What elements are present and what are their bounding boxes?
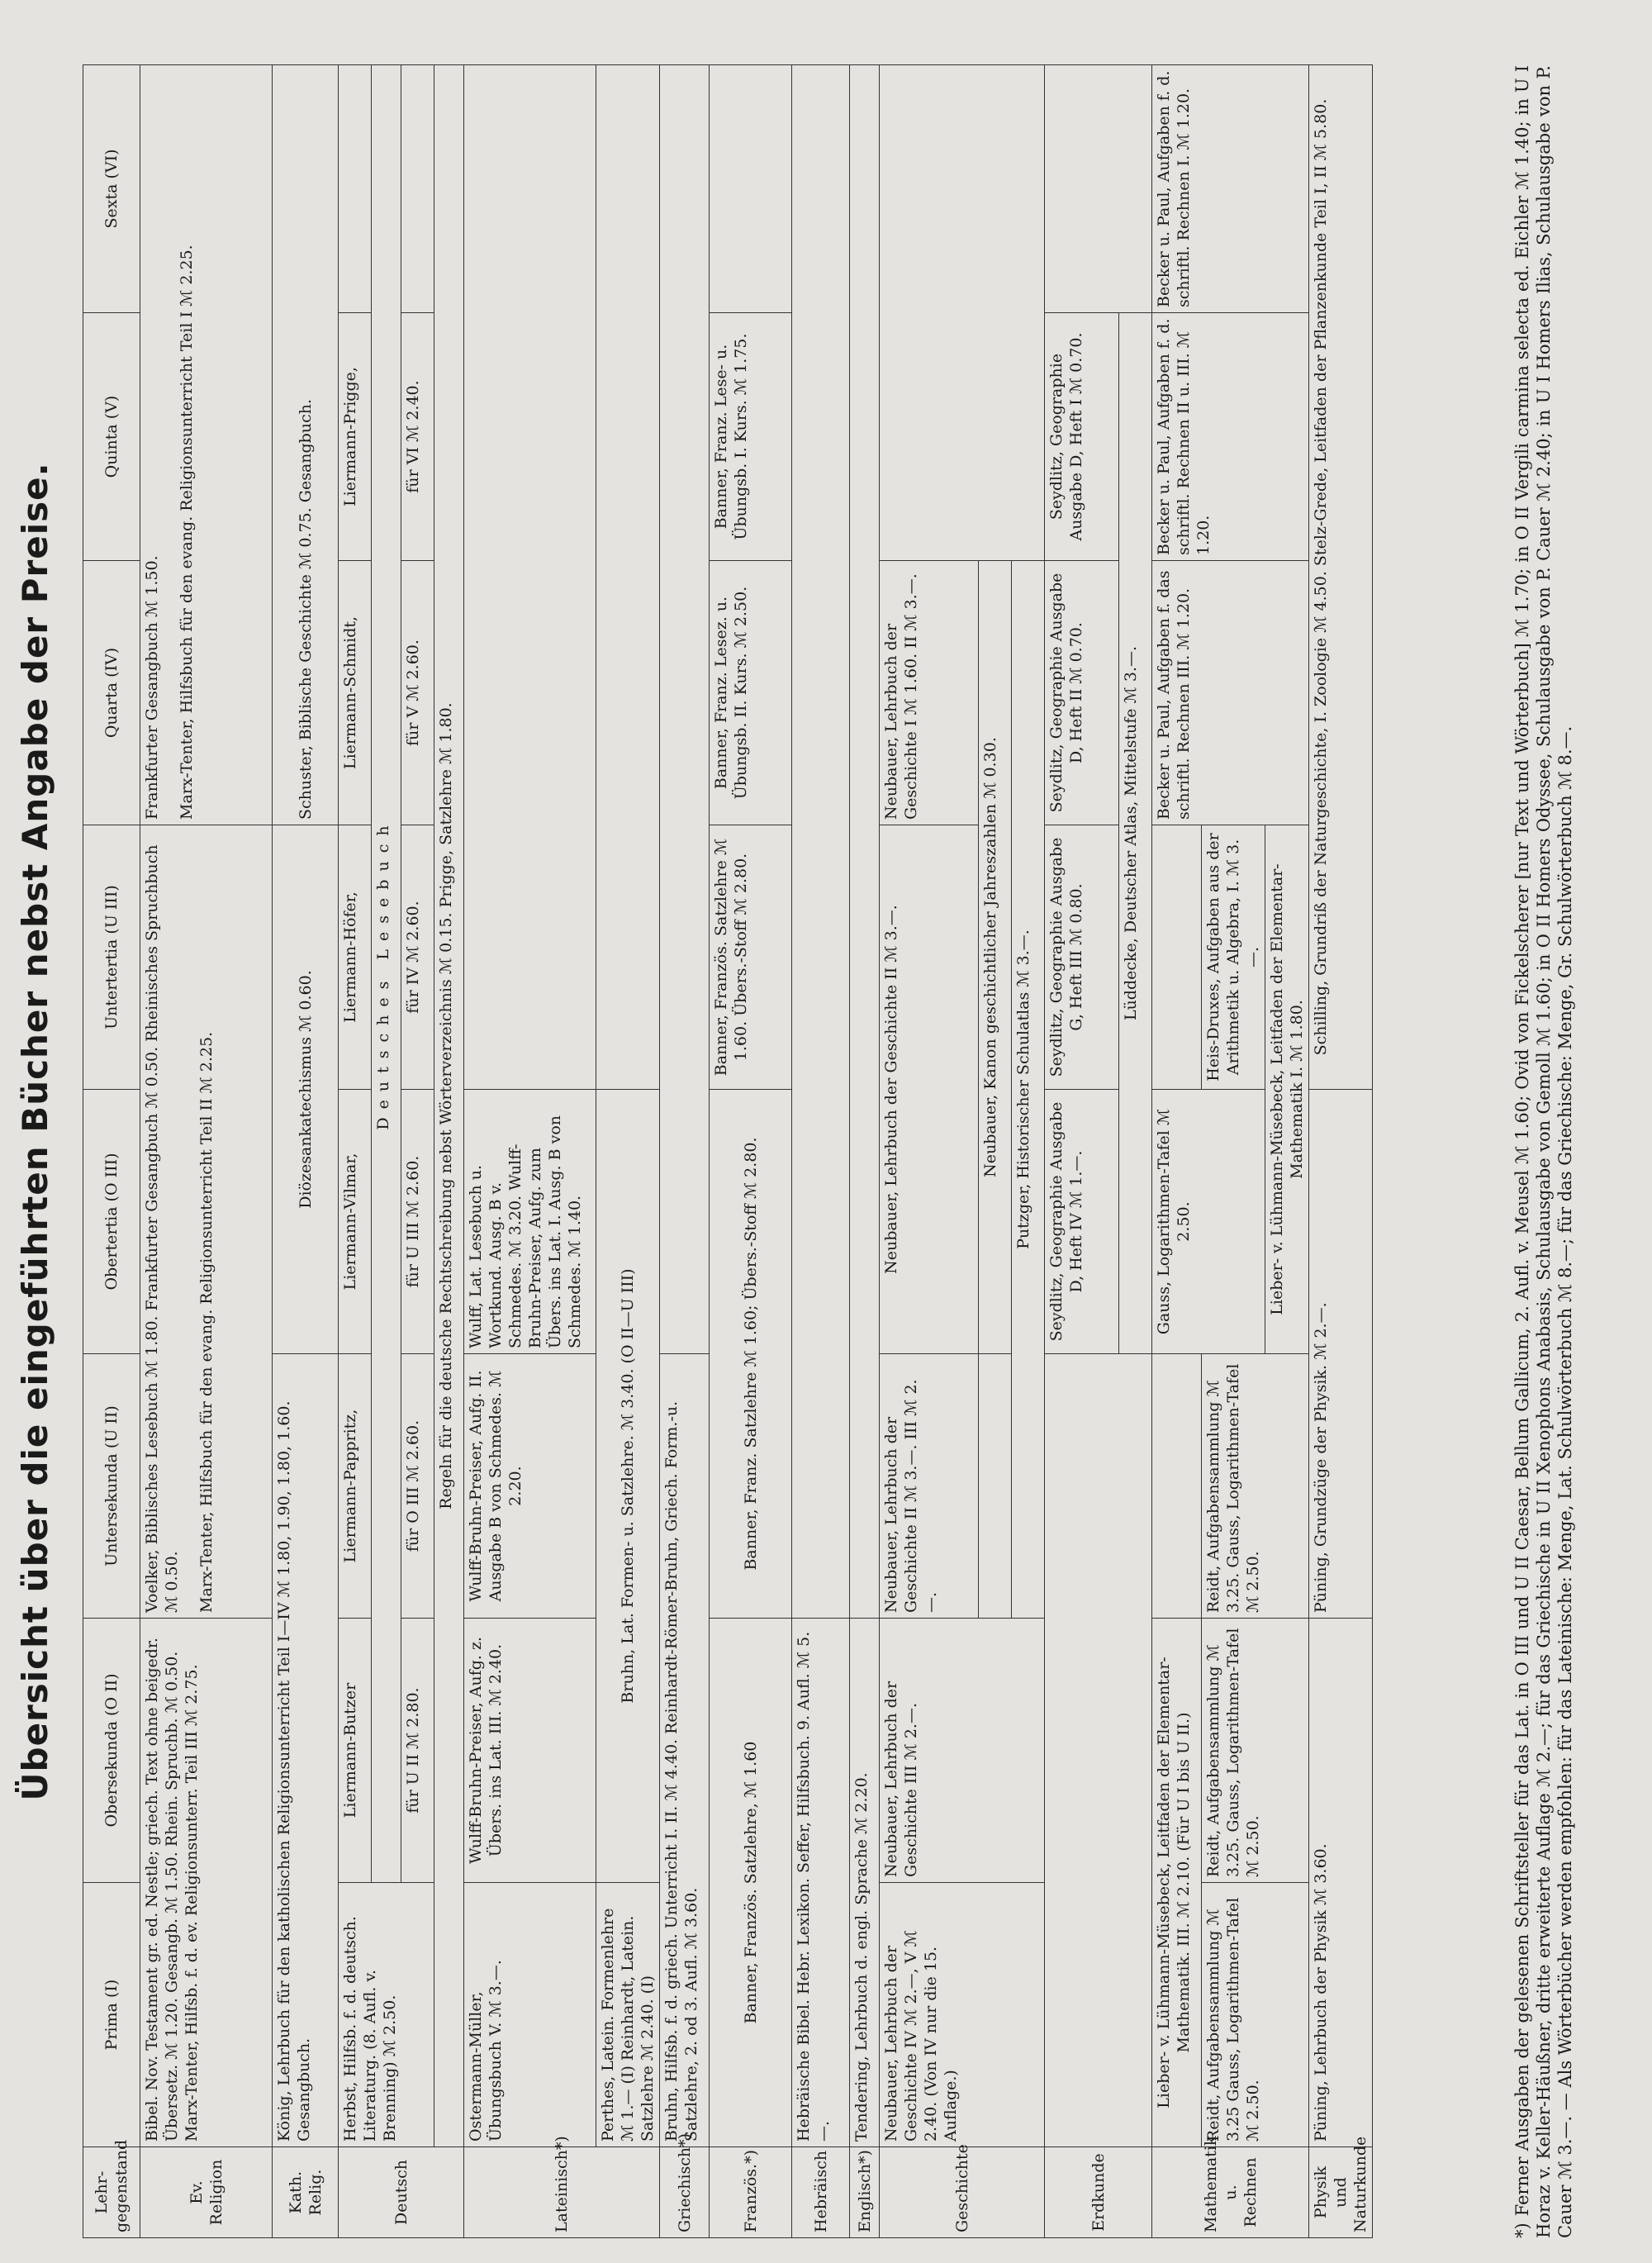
cell-geschichte-tertia: Neubauer, Lehrbuch der Geschichte II ℳ 3.—. — [880, 825, 979, 1354]
cell-math-heis: Heis-Druxes, Aufgaben aus der Arithmetik u. Algebra, I. ℳ 3.—. — [1202, 825, 1265, 1090]
subject-physik: Physik und Naturkunde — [1309, 2147, 1373, 2238]
cell-math-becker-vi: Becker u. Paul, Aufgaben f. d. schriftl. Rechnen I. ℳ 1.20. — [1152, 65, 1309, 313]
row-erdkunde-books — [1045, 65, 1119, 2238]
cell-math-reidt-prima: Reidt, Aufgabensammlung ℳ 3.25 Gauss, Logarithmen-Tafel ℳ 2.50. — [1202, 1883, 1309, 2147]
header-untertertia: Untertertia (U III) — [83, 825, 140, 1090]
cell-erdkunde-obertertia: Seydlitz, Geographie Ausgabe D, Heft IV ℳ 1.—. — [1045, 1090, 1119, 1354]
cell-geschichte-kanon: Neubauer, Kanon geschichtlicher Jahreszahlen ℳ 0.30. — [979, 561, 1012, 1354]
cell-erdkunde-atlas: Lüddecke, Deutscher Atlas, Mittelstufe ℳ 3.—. — [1119, 313, 1152, 1354]
subject-kath-religion: Kath. Relig. — [273, 2147, 339, 2238]
cell-deutsch-prima: Herbst, Hilfsb. f. d. deutsch. Literaturg. (8. Aufl. v. Brenning) ℳ 2.50. — [339, 1883, 434, 2147]
subject-hebraeisch: Hebräisch — [792, 2147, 850, 2238]
cell-hebraeisch: Hebräische Bibel. Hebr. Lexikon. Seffer, Hilfsbuch. 9. Aufl. ℳ 5.—. — [792, 1619, 850, 2147]
cell-geschichte-obersekunda: Neubauer, Lehrbuch der Geschichte III ℳ 2.—. — [880, 1619, 1045, 1883]
deutsch-author-butzer: Liermann-Butzer — [339, 1619, 372, 1883]
footnote-mark: *) — [1512, 2223, 1532, 2238]
row-geschichte-books — [880, 65, 979, 2238]
deutsch-author-prigge: Liermann-Prigge, — [339, 313, 372, 561]
deutsch-price-oiii: für O III ℳ 2.60. — [401, 1354, 434, 1619]
cell-geschichte-atlas: Putzger, Historischer Schulatlas ℳ 3.—. — [1012, 561, 1045, 1619]
cell-kath-religion-katechismus: Diözesankatechismus ℳ 0.60. — [273, 825, 339, 1354]
cell-ev-religion-upper: Bibel. Nov. Testament gr. ed. Nestle; griech. Text ohne beigedr. Übersetz. ℳ 1.20. Gesangb. ℳ 1.50. Rhein. Spruchb. ℳ 0.50. Marx-Tenter, Hilfsb. f. d. ev. Religionsunterr. Teil III ℳ 2.75. — [140, 1619, 273, 2147]
ev-religion-gesangbuch: Frankfurter Gesangbuch ℳ 1.50. — [143, 555, 161, 820]
deutsch-price-vi: für VI ℳ 2.40. — [401, 313, 434, 561]
subject-mathematik: Mathematik u. Rechnen — [1152, 2147, 1309, 2238]
row-deutsch-regeln — [434, 65, 464, 2238]
cell-geschichte-quarta: Neubauer, Lehrbuch der Geschichte I ℳ 1.60. II ℳ 3.—. — [880, 561, 979, 825]
deutsch-price-v: für V ℳ 2.60. — [401, 561, 434, 825]
cell-latein-obersekunda: Wulff-Bruhn-Preiser, Aufg. z. Übers. ins Lat. III. ℳ 2.40. — [464, 1619, 596, 1883]
header-prima: Prima (I) — [83, 1883, 140, 2147]
cell-ev-religion-lesebuch — [140, 825, 273, 1619]
cell-franz-oberstufe: Banner, Französ. Satzlehre, ℳ 1.60 — [710, 1619, 792, 2147]
cell-kath-religion-lower: Schuster, Biblische Geschichte ℳ 0.75. Gesangbuch. — [273, 65, 339, 825]
cell-franz-mittelstufe: Banner, Franz. Satzlehre ℳ 1.60; Übers.-Stoff ℳ 2.80. — [710, 1090, 792, 1619]
deutsch-price-uiii: für U III ℳ 2.60. — [401, 1090, 434, 1354]
subject-latein: Lateinisch*) — [464, 2147, 660, 2238]
book-list-table — [83, 64, 1373, 2238]
deutsch-author-hoefer: Liermann-Höfer, — [339, 825, 372, 1090]
header-quinta: Quinta (V) — [83, 313, 140, 561]
deutsch-price-uii: für U II ℳ 2.80. — [401, 1619, 434, 1883]
cell-kath-religion-upper: König, Lehrbuch für den katholischen Religionsunterricht Teil I—IV ℳ 1.80, 1.90, 1.80, 1.60. Gesangbuch. — [273, 1354, 339, 2147]
subject-ev-religion: Ev. Religion — [140, 2147, 273, 2238]
cell-erdkunde-quarta: Seydlitz, Geographie Ausgabe D, Heft II ℳ 0.70. — [1045, 561, 1119, 825]
cell-naturkunde: Schilling, Grundriß der Naturgeschichte, I. Zoologie ℳ 4.50. Stelz-Grede, Leitfaden der Pflanzenkunde Teil I, II ℳ 5.80. — [1309, 65, 1373, 1090]
cell-franz-sexta: Banner, Franz. Lese- u. Übungsb. I. Kurs. ℳ 1.75. — [710, 313, 792, 561]
cell-latein-prima: Ostermann-Müller, Übungsbuch V. ℳ 3.—. — [464, 1883, 596, 2147]
row-englisch — [850, 65, 880, 2238]
cell-math-gauss: Gauss, Logarithmen-Tafel ℳ 2.50. — [1152, 1090, 1265, 1354]
subject-erdkunde: Erdkunde — [1045, 2147, 1152, 2238]
deutsch-author-pappritz: Liermann-Pappritz, — [339, 1354, 372, 1619]
cell-griechisch: Bruhn, Hilfsb. f. d. griech. Unterricht I. II. ℳ 4.40. Reinhardt-Römer-Bruhn, Griech. Form.-u. Satzlehre, 2. od 3. Aufl. ℳ 3.60. — [660, 1354, 710, 2147]
cell-latein-bruhn: Bruhn, Lat. Formen- u. Satzlehre. ℳ 3.40. (O II—U III) — [596, 1090, 660, 1883]
header-obersekunda: Obersekunda (O II) — [83, 1619, 140, 1883]
cell-physik-oberstufe: Püning, Lehrbuch der Physik ℳ 3.60. — [1309, 1619, 1373, 2147]
row-deutsch-authors — [339, 65, 372, 2238]
row-hebraeisch — [792, 65, 850, 2238]
row-griechisch — [660, 65, 710, 2238]
cell-geschichte-untersekunda: Neubauer, Lehrbuch der Geschichte II ℳ 3.—. III ℳ 2.—. — [880, 1354, 979, 1619]
cell-math-reidt-untersekunda: Reidt, Aufgabensammlung ℳ 3.25. Gauss, Logarithmen-Tafel ℳ 2.50. — [1202, 1354, 1309, 1619]
row-franzoesisch — [710, 65, 792, 2238]
cell-ev-religion-lower — [140, 65, 273, 825]
header-subject: Lehr-gegenstand — [83, 2147, 140, 2238]
page-title: Übersicht über die eingeführten Bücher nebst Angabe der Preise. — [15, 462, 55, 1801]
cell-franz-quarta: Banner, Französ. Satzlehre ℳ 1.60. Übers.-Stoff ℳ 2.80. — [710, 825, 792, 1090]
subject-franzoesisch: Französ.*) — [710, 2147, 792, 2238]
cell-latein-untertertia: Wulff, Lat. Lesebuch u. Wortkund. Ausg. B v. Schmedes. ℳ 3.20. Wulff-Bruhn-Preiser, Aufg. zum Übers. ins Lat. I. Ausg. B von Schmedes. ℳ 1.40. — [464, 1090, 596, 1354]
row-physik — [1309, 65, 1373, 2238]
ev-religion-hilfsbuch-2: Marx-Tenter, Hilfsbuch für den evang. Religionsunterricht Teil II ℳ 2.25. — [197, 1031, 216, 1613]
cell-math-reidt-obersekunda: Reidt, Aufgabensammlung ℳ 3.25. Gauss, Logarithmen-Tafel ℳ 2.50. — [1202, 1619, 1309, 1883]
cell-erdkunde-quinta: Seydlitz, Geographie Ausgabe D, Heft I ℳ 0.70. — [1045, 313, 1119, 561]
cell-math-leitfaden-mittelstufe: Lieber- v. Lühmann-Müsebeck, Leitfaden der Elementar-Mathematik I. ℳ 1.80. — [1265, 825, 1309, 1354]
header-row — [83, 65, 140, 2238]
cell-englisch: Tendering, Lehrbuch d. engl. Sprache ℳ 2.20. — [850, 1619, 880, 2147]
row-kath-religion — [273, 65, 339, 2238]
cell-franz-quinta: Banner, Franz. Lesez. u. Übungsb. II. Kurs. ℳ 2.50. — [710, 561, 792, 825]
deutsch-price-iv: für IV ℳ 2.60. — [401, 825, 434, 1090]
deutsch-author-schmidt: Liermann-Schmidt, — [339, 561, 372, 825]
subject-englisch: Englisch*) — [850, 2147, 880, 2238]
row-ev-religion — [140, 65, 273, 2238]
deutsch-lesebuch: Deutsches Lesebuch — [372, 65, 401, 1883]
header-sexta: Sexta (VI) — [83, 65, 140, 313]
row-mathematik-leitfaden — [1152, 65, 1202, 2238]
ev-religion-lesebuch-text: Voelker, Biblisches Lesebuch ℳ 1.80. Frankfurter Gesangbuch ℳ 0.50. Rheinisches Spruchbuch ℳ 0.50. — [143, 844, 181, 1613]
subject-deutsch: Deutsch — [339, 2147, 464, 2238]
header-quarta: Quarta (IV) — [83, 561, 140, 825]
cell-latein-perthes: Perthes, Latein. Formenlehre ℳ 1.— (I) Reinhardt, Latein. Satzlehre ℳ 2.40. (I) — [596, 1883, 660, 2147]
cell-geschichte-prima: Neubauer, Lehrbuch der Geschichte IV ℳ 2.—, V ℳ 2.40. (Von IV nur die 15. Auflage.) — [880, 1883, 1045, 2147]
deutsch-regeln: Regeln für die deutsche Rechtschreibung nebst Wörterverzeichnis ℳ 0.15. Prigge, Satzlehre ℳ 1.80. — [434, 65, 464, 2147]
subject-geschichte: Geschichte — [880, 2147, 1045, 2238]
cell-latein-untersekunda: Wulff-Bruhn-Preiser, Aufg. II. Ausgabe B von Schmedes. ℳ 2.20. — [464, 1354, 596, 1619]
cell-erdkunde-untertertia: Seydlitz, Geographie Ausgabe G, Heft III ℳ 0.80. — [1045, 825, 1119, 1090]
header-untersekunda: Untersekunda (U II) — [83, 1354, 140, 1619]
cell-math-becker-v: Becker u. Paul, Aufgaben f. d. schriftl. Rechnen II u. III. ℳ 1.20. — [1152, 313, 1309, 561]
cell-math-leitfaden-oberstufe: Lieber- v. Lühmann-Müsebeck, Leitfaden der Elementar-Mathematik. III. ℳ 2.10. (Für U I bis U II.) — [1152, 1619, 1202, 2147]
cell-physik-mittelstufe: Püning, Grundzüge der Physik. ℳ 2.—. — [1309, 1090, 1373, 1619]
header-obertertia: Obertertia (O III) — [83, 1090, 140, 1354]
subject-griechisch: Griechisch*) — [660, 2147, 710, 2238]
footnote — [1512, 65, 1576, 2238]
row-latein-grammar — [596, 65, 660, 2238]
row-latein-books — [464, 65, 596, 2238]
cell-math-becker-iv: Becker u. Paul, Aufgaben f. das schriftl. Rechnen III. ℳ 1.20. — [1152, 561, 1309, 825]
deutsch-author-vilmar: Liermann-Vilmar, — [339, 1090, 372, 1354]
ev-religion-hilfsbuch-1: Marx-Tenter, Hilfsbuch für den evang. Religionsunterricht Teil I ℳ 2.25. — [178, 245, 196, 820]
footnote-text: Ferner Ausgaben der gelesenen Schriftsteller für das Lat. in O III und U II Caesar, Bellum Gallicum, 2. Aufl. v. Meusel ℳ 1.60; Ovid von Fickelscherer [nur Text und Wörterbuch] ℳ 1.70; in O II Vergili carmina selecta ed. Eichler ℳ 1.40; in U I Horaz v. Keller-Häußner, dritte erweiterte Auflage ℳ 2.—; für das Griechische in U II Xenophons Anabasis, Schulausgabe von Gemoll ℳ 1.60; in O II Homers Odyssee, Schulausgabe von P. Cauer ℳ 2.40; in U I Homers Ilias, Schulausgabe von P. Cauer ℳ 3.—. — Als Wörterbücher werden empfohlen: für das Lateinische: Menge, Lat. Schulwörterbuch ℳ 8.—; für das Griechische: Menge, Gr. Schulwörterbuch ℳ 8.—. — [1512, 65, 1575, 2238]
